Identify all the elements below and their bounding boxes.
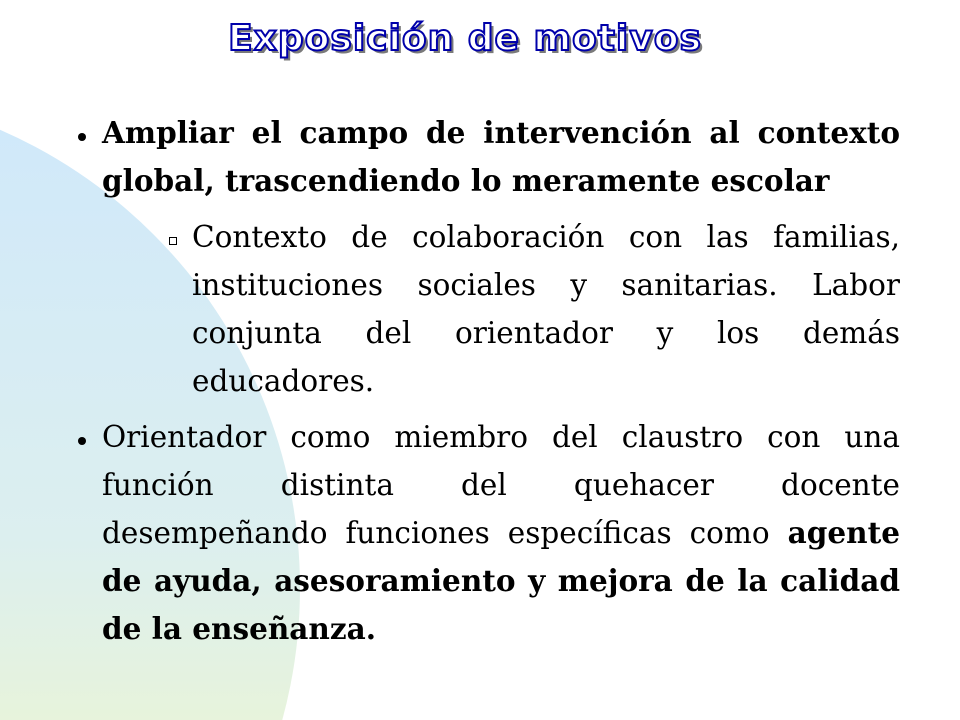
slide-title: Exposición de motivos	[228, 18, 702, 59]
bullet-item-2-text: Orientador como miembro del claustro con una función distinta del quehacer docente desempeñando funciones específicas como	[102, 420, 900, 550]
bullet-item-1: Ampliar el campo de intervención al contexto global, trascendiendo lo meramente escolar	[102, 115, 900, 198]
bullet-square-icon	[169, 237, 177, 245]
bullet-item-2-emphasis: agente de ayuda, asesoramiento y mejora de la calidad de la enseñanza.	[102, 515, 900, 646]
bullet-item-2	[102, 413, 900, 653]
bullet-subitem-1: Contexto de colaboración con las familias, instituciones sociales y sanitarias. Labor conjunta del orientador y los demás educadores.	[192, 220, 900, 398]
bullet-dot-icon	[78, 133, 86, 141]
bullet-dot-icon	[78, 437, 86, 445]
